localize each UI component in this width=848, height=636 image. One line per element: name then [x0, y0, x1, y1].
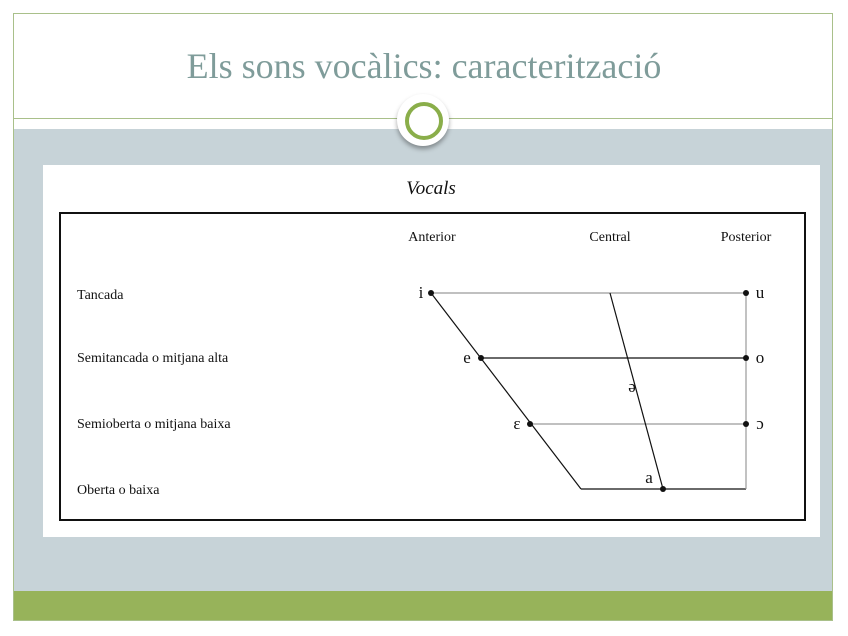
dot-u [743, 290, 749, 296]
dot-open-o [743, 421, 749, 427]
dot-a [660, 486, 666, 492]
vowel-u: u [755, 283, 765, 302]
vowel-dots [428, 290, 749, 492]
vowel-trapezoid [431, 293, 746, 489]
row-tancada: Tancada [77, 288, 124, 303]
dot-o [743, 355, 749, 361]
vowel-e: e [463, 348, 471, 367]
vowel-diagram [43, 165, 820, 537]
vowel-schwa: ə [628, 377, 636, 396]
vowel-open-o: ɔ [756, 414, 764, 433]
vowel-figure [43, 165, 820, 537]
line-front-edge [431, 293, 581, 489]
dot-open-e [527, 421, 533, 427]
row-semitancada: Semitancada o mitjana alta [77, 351, 229, 366]
line-central-axis [610, 293, 663, 489]
diagram-border [60, 213, 805, 520]
dot-e [478, 355, 484, 361]
column-central: Central [589, 230, 631, 245]
vowel-i: i [418, 283, 424, 302]
column-anterior: Anterior [408, 230, 456, 245]
row-semioberta: Semioberta o mitjana baixa [77, 417, 231, 432]
circle-ornament [397, 94, 449, 146]
row-oberta: Oberta o baixa [77, 483, 160, 498]
vowel-open-e: ɛ [513, 414, 521, 433]
diagram-caption: Vocals [406, 178, 456, 199]
dot-i [428, 290, 434, 296]
column-posterior: Posterior [720, 230, 772, 245]
vowel-a: a [645, 468, 653, 487]
bottom-bar [14, 591, 832, 620]
vowel-o: o [755, 348, 765, 367]
slide-title: Els sons vocàlics: caracterització [186, 46, 662, 86]
